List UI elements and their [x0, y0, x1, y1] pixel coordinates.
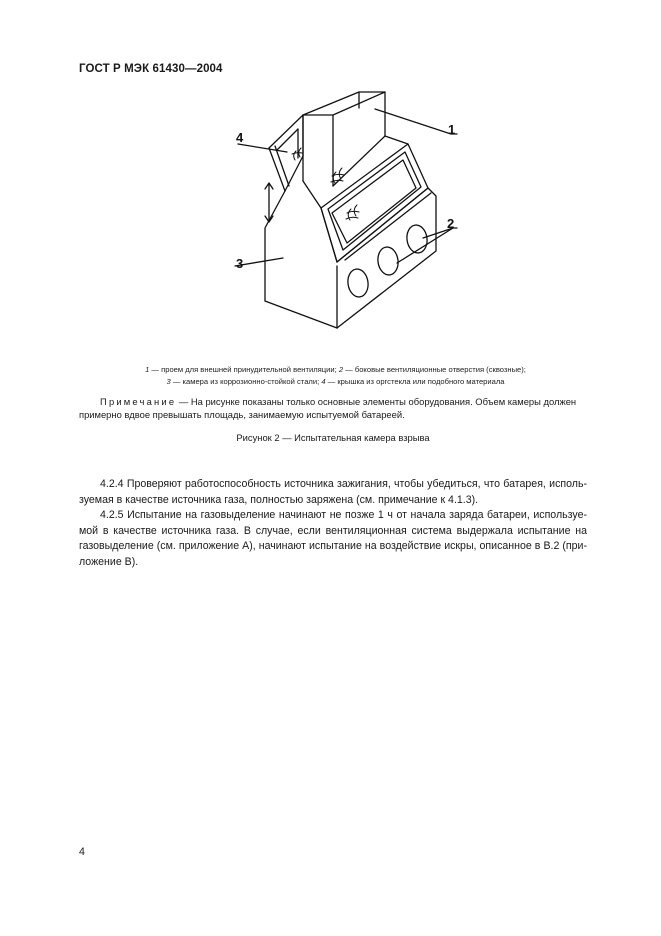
chamber-left-wall [265, 191, 285, 301]
leader-1 [375, 109, 457, 134]
leader-2a [397, 228, 453, 263]
callout-2: 2 [447, 216, 455, 231]
legend-num-1: 1 [145, 365, 150, 374]
test-chamber-figure [225, 88, 465, 340]
vent-hole-3 [405, 224, 429, 255]
vent-hole-1 [346, 268, 370, 299]
legend-num-4: 4 [321, 377, 326, 386]
flame-symbol-cover [292, 148, 302, 160]
vent-hole-2 [376, 246, 400, 277]
note-text-1: — На рисунке показаны только основные элементы оборудования. Объем камеры должен [176, 396, 577, 407]
paragraph-line: ложение В). [79, 555, 139, 568]
figure-caption: Рисунок 2 — Испытательная камера взрыва [236, 432, 430, 443]
paragraph-line: зуемая в качестве источника газа, полностью заряжена (см. примечание к 4.1.3). [79, 493, 479, 506]
paragraph-line: 4.2.4 Проверяют работоспособность источника зажигания, чтобы убедиться, что батарея, исполь- [100, 478, 587, 490]
page-number: 4 [79, 846, 85, 858]
figure-legend-line-2 [90, 376, 581, 387]
duct-to-panel [333, 136, 408, 186]
flame-symbol-window [346, 205, 359, 220]
note-label: Примечание [100, 396, 177, 407]
callout-1: 1 [448, 122, 456, 137]
paragraph-line: 4.2.5 Испытание на газовыделение начинают не позже 1 ч от начала заряда батареи, используе- [100, 509, 587, 521]
note-line-1 [79, 396, 587, 409]
paragraph-4-2-5 [79, 508, 587, 570]
paragraph-line: газовыделение (см. приложение А), начинают испытание на воздействие искры, описанное в В.2 (при- [79, 540, 587, 552]
cover-inner [277, 129, 298, 158]
legend-text-1: — проем для внешней принудительной вентиляции; [149, 365, 339, 374]
callout-3: 3 [236, 256, 244, 271]
legend-text-4: — крышка из оргстекла или подобного материала [325, 377, 505, 386]
vent-duct-top [303, 92, 385, 115]
chamber-drawing [225, 88, 465, 340]
paragraph-4-2-4 [79, 477, 587, 508]
legend-text-3: — камера из коррозионно-стойкой стали; [170, 377, 322, 386]
note-line-2: примерно вдвое превышать площадь, занимаемую испытуемой батареей. [79, 408, 405, 420]
chamber-bottom-left [265, 301, 337, 328]
legend-num-3: 3 [166, 377, 171, 386]
paragraph-line: мой в качестве источника газа. В случае, если вентиляционная система выдержала испытание на [79, 524, 587, 537]
legend-num-2: 2 [338, 365, 344, 374]
legend-text-2: — боковые вентиляционные отверстия (сквозные); [343, 365, 526, 374]
standard-header: ГОСТ Р МЭК 61430—2004 [79, 63, 223, 75]
figure-legend-line-1 [90, 364, 581, 375]
lower-panel [337, 188, 436, 328]
callout-4: 4 [236, 130, 244, 145]
chamber-top-edge [303, 181, 321, 208]
figure-note [79, 396, 587, 421]
